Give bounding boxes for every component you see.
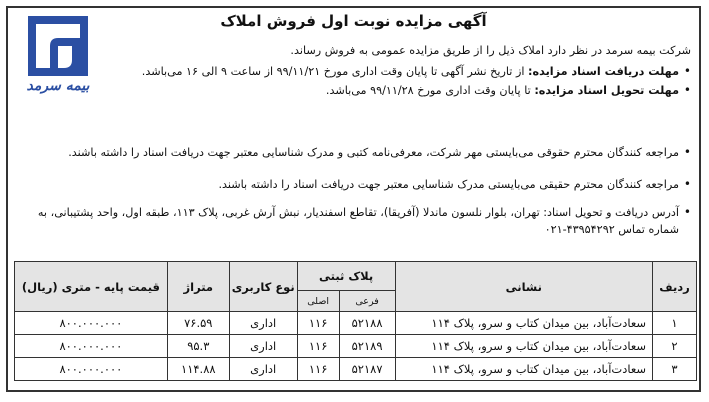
- cell-usage: اداری: [229, 335, 297, 358]
- cell-address: سعادت‌آباد، بین میدان کتاب و سرو، پلاک ۱۱۴: [395, 358, 653, 381]
- cell-area: ۷۶.۵۹: [167, 312, 229, 335]
- header-area: متراژ: [167, 262, 229, 312]
- cell-area: ۱۱۴.۸۸: [167, 358, 229, 381]
- property-table: [14, 261, 697, 381]
- table-row: [15, 358, 697, 381]
- bullet-document-receipt-text: از تاریخ نشر آگهی تا پایان وقت اداری مورخ ۹۹/۱۱/۲۱ از ساعت ۹ الی ۱۶ می‌باشد.: [141, 65, 529, 78]
- bullet-document-delivery-text: تا پایان وقت اداری مورخ ۹۹/۱۱/۲۸ می‌باشد.: [325, 84, 535, 97]
- cell-row-no: ۲: [653, 335, 697, 358]
- bullet-document-receipt: [91, 63, 691, 80]
- notice-title: آگهی مزایده نوبت اول فروش املاک: [220, 12, 487, 30]
- bullet-natural-applicants: • مراجعه کنندگان محترم حقیقی می‌بایستی مدرک شناسایی معتبر جهت دریافت اسناد را داشته باشند.: [16, 176, 691, 193]
- logo-brand-text: بیمه سرمد: [26, 78, 90, 94]
- header-row-no: ردیف: [653, 262, 697, 312]
- bullet-legal-applicants: • مراجعه کنندگان محترم حقوقی می‌بایستی مهر شرکت، معرفی‌نامه کتبی و مدرک شناسایی معتبر جهت دریافت اسناد را داشته باشند.: [16, 144, 691, 161]
- cell-usage: اداری: [229, 358, 297, 381]
- cell-price: ۸۰۰.۰۰۰.۰۰۰: [15, 312, 168, 335]
- notice-frame: [6, 6, 701, 392]
- cell-row-no: ۳: [653, 358, 697, 381]
- cell-plaque-sub: ۵۲۱۸۹: [339, 335, 395, 358]
- cell-address: سعادت‌آباد، بین میدان کتاب و سرو، پلاک ۱۱۴: [395, 312, 653, 335]
- header-usage: نوع کاربری: [229, 262, 297, 312]
- cell-plaque-main: ۱۱۶: [297, 312, 339, 335]
- cell-price: ۸۰۰.۰۰۰.۰۰۰: [15, 358, 168, 381]
- table-row: [15, 312, 697, 335]
- table-row: [15, 335, 697, 358]
- bullet-document-receipt-label: مهلت دریافت اسناد مزایده:: [528, 65, 679, 78]
- header-plaque: پلاک ثبتی: [297, 262, 395, 291]
- header-plaque-sub: فرعی: [339, 291, 395, 312]
- header-price: قیمت پایه - متری (ریال): [15, 262, 168, 312]
- bullet-document-delivery-label: مهلت تحویل اسناد مزایده:: [534, 84, 679, 97]
- bullet-document-delivery: [91, 82, 691, 99]
- cell-plaque-main: ۱۱۶: [297, 358, 339, 381]
- cell-address: سعادت‌آباد، بین میدان کتاب و سرو، پلاک ۱۱۴: [395, 335, 653, 358]
- cell-plaque-sub: ۵۲۱۸۷: [339, 358, 395, 381]
- cell-row-no: ۱: [653, 312, 697, 335]
- notice-body: [91, 42, 691, 101]
- cell-usage: اداری: [229, 312, 297, 335]
- bullet-address: • آدرس دریافت و تحویل اسناد: تهران، بلوار نلسون ماندلا (آفریقا)، تقاطع اسفندیار، نبش آرش غربی، پلاک ۱۱۳، طبقه اول، واحد پشتیبانی، به شماره تماس ۴۳۹۵۴۲۹۲-۰۲۱: [16, 204, 691, 238]
- cell-plaque-sub: ۵۲۱۸۸: [339, 312, 395, 335]
- cell-area: ۹۵.۳: [167, 335, 229, 358]
- header-plaque-main: اصلی: [297, 291, 339, 312]
- cell-price: ۸۰۰.۰۰۰.۰۰۰: [15, 335, 168, 358]
- header-address: نشانی: [395, 262, 653, 312]
- notice-intro: شرکت بیمه سرمد در نظر دارد املاک ذیل را از طریق مزایده عمومی به فروش رساند.: [290, 44, 691, 57]
- cell-plaque-main: ۱۱۶: [297, 335, 339, 358]
